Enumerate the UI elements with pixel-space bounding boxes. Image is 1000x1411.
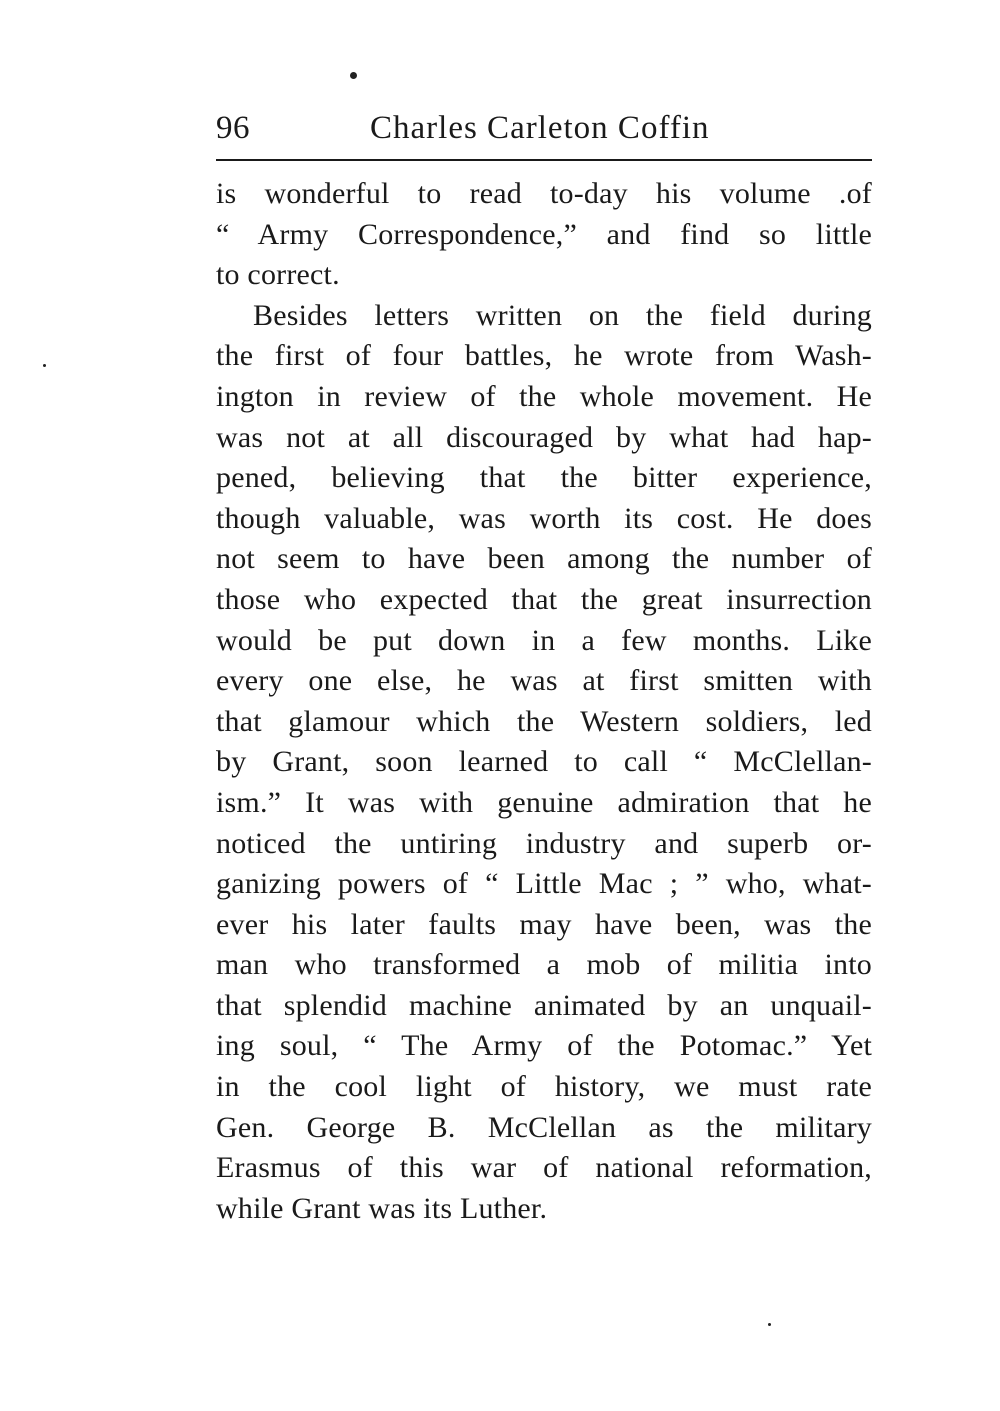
text-line: in the cool light of history, we must rate — [216, 1070, 872, 1104]
text-line: to correct. — [216, 258, 340, 292]
ink-speck-left — [43, 364, 46, 367]
text-line: ganizing powers of “ Little Mac ; ” who, what- — [216, 867, 872, 901]
text-line: was not at all discouraged by what had hap- — [216, 420, 872, 454]
page-number: 96 — [216, 110, 250, 146]
text-line: ism.” It was with genuine admiration that he — [216, 785, 872, 819]
text-line: every one else, he was at first smitten with — [216, 664, 872, 698]
text-line: those who expected that the great insurrection — [216, 582, 872, 616]
text-line: not seem to have been among the number of — [216, 542, 872, 576]
text-line-paragraph-start: Besides letters written on the field during — [253, 298, 872, 332]
ink-speck-top — [350, 72, 357, 79]
text-line: that glamour which the Western soldiers, led — [216, 704, 872, 738]
page-header — [216, 104, 872, 154]
text-line: noticed the untiring industry and superb or- — [216, 826, 872, 860]
text-line: while Grant was its Luther. — [216, 1191, 548, 1225]
header-rule — [216, 159, 872, 161]
text-line: ing soul, “ The Army of the Potomac.” Yet — [216, 1029, 872, 1063]
running-title: Charles Carleton Coffin — [370, 110, 710, 146]
text-line: ever his later faults may have been, was the — [216, 907, 872, 941]
ink-speck-bottom — [768, 1323, 771, 1326]
text-line: Gen. George B. McClellan as the military — [216, 1110, 872, 1144]
text-line: the first of four battles, he wrote from Wash- — [216, 339, 872, 373]
text-line: would be put down in a few months. Like — [216, 623, 872, 657]
text-line: by Grant, soon learned to call “ McClellan- — [216, 745, 872, 779]
text-line: ington in review of the whole movement. He — [216, 379, 872, 413]
text-line: that splendid machine animated by an unquail- — [216, 988, 872, 1022]
body-text — [216, 174, 872, 1229]
text-line: is wonderful to read to-day his volume .of — [216, 177, 872, 210]
text-line: though valuable, was worth its cost. He does — [216, 501, 872, 535]
text-line: man who transformed a mob of militia into — [216, 948, 872, 982]
text-line: “ Army Correspondence,” and find so little — [216, 217, 872, 251]
text-line: pened, believing that the bitter experience, — [216, 461, 872, 495]
text-line: Erasmus of this war of national reformation, — [216, 1151, 872, 1185]
